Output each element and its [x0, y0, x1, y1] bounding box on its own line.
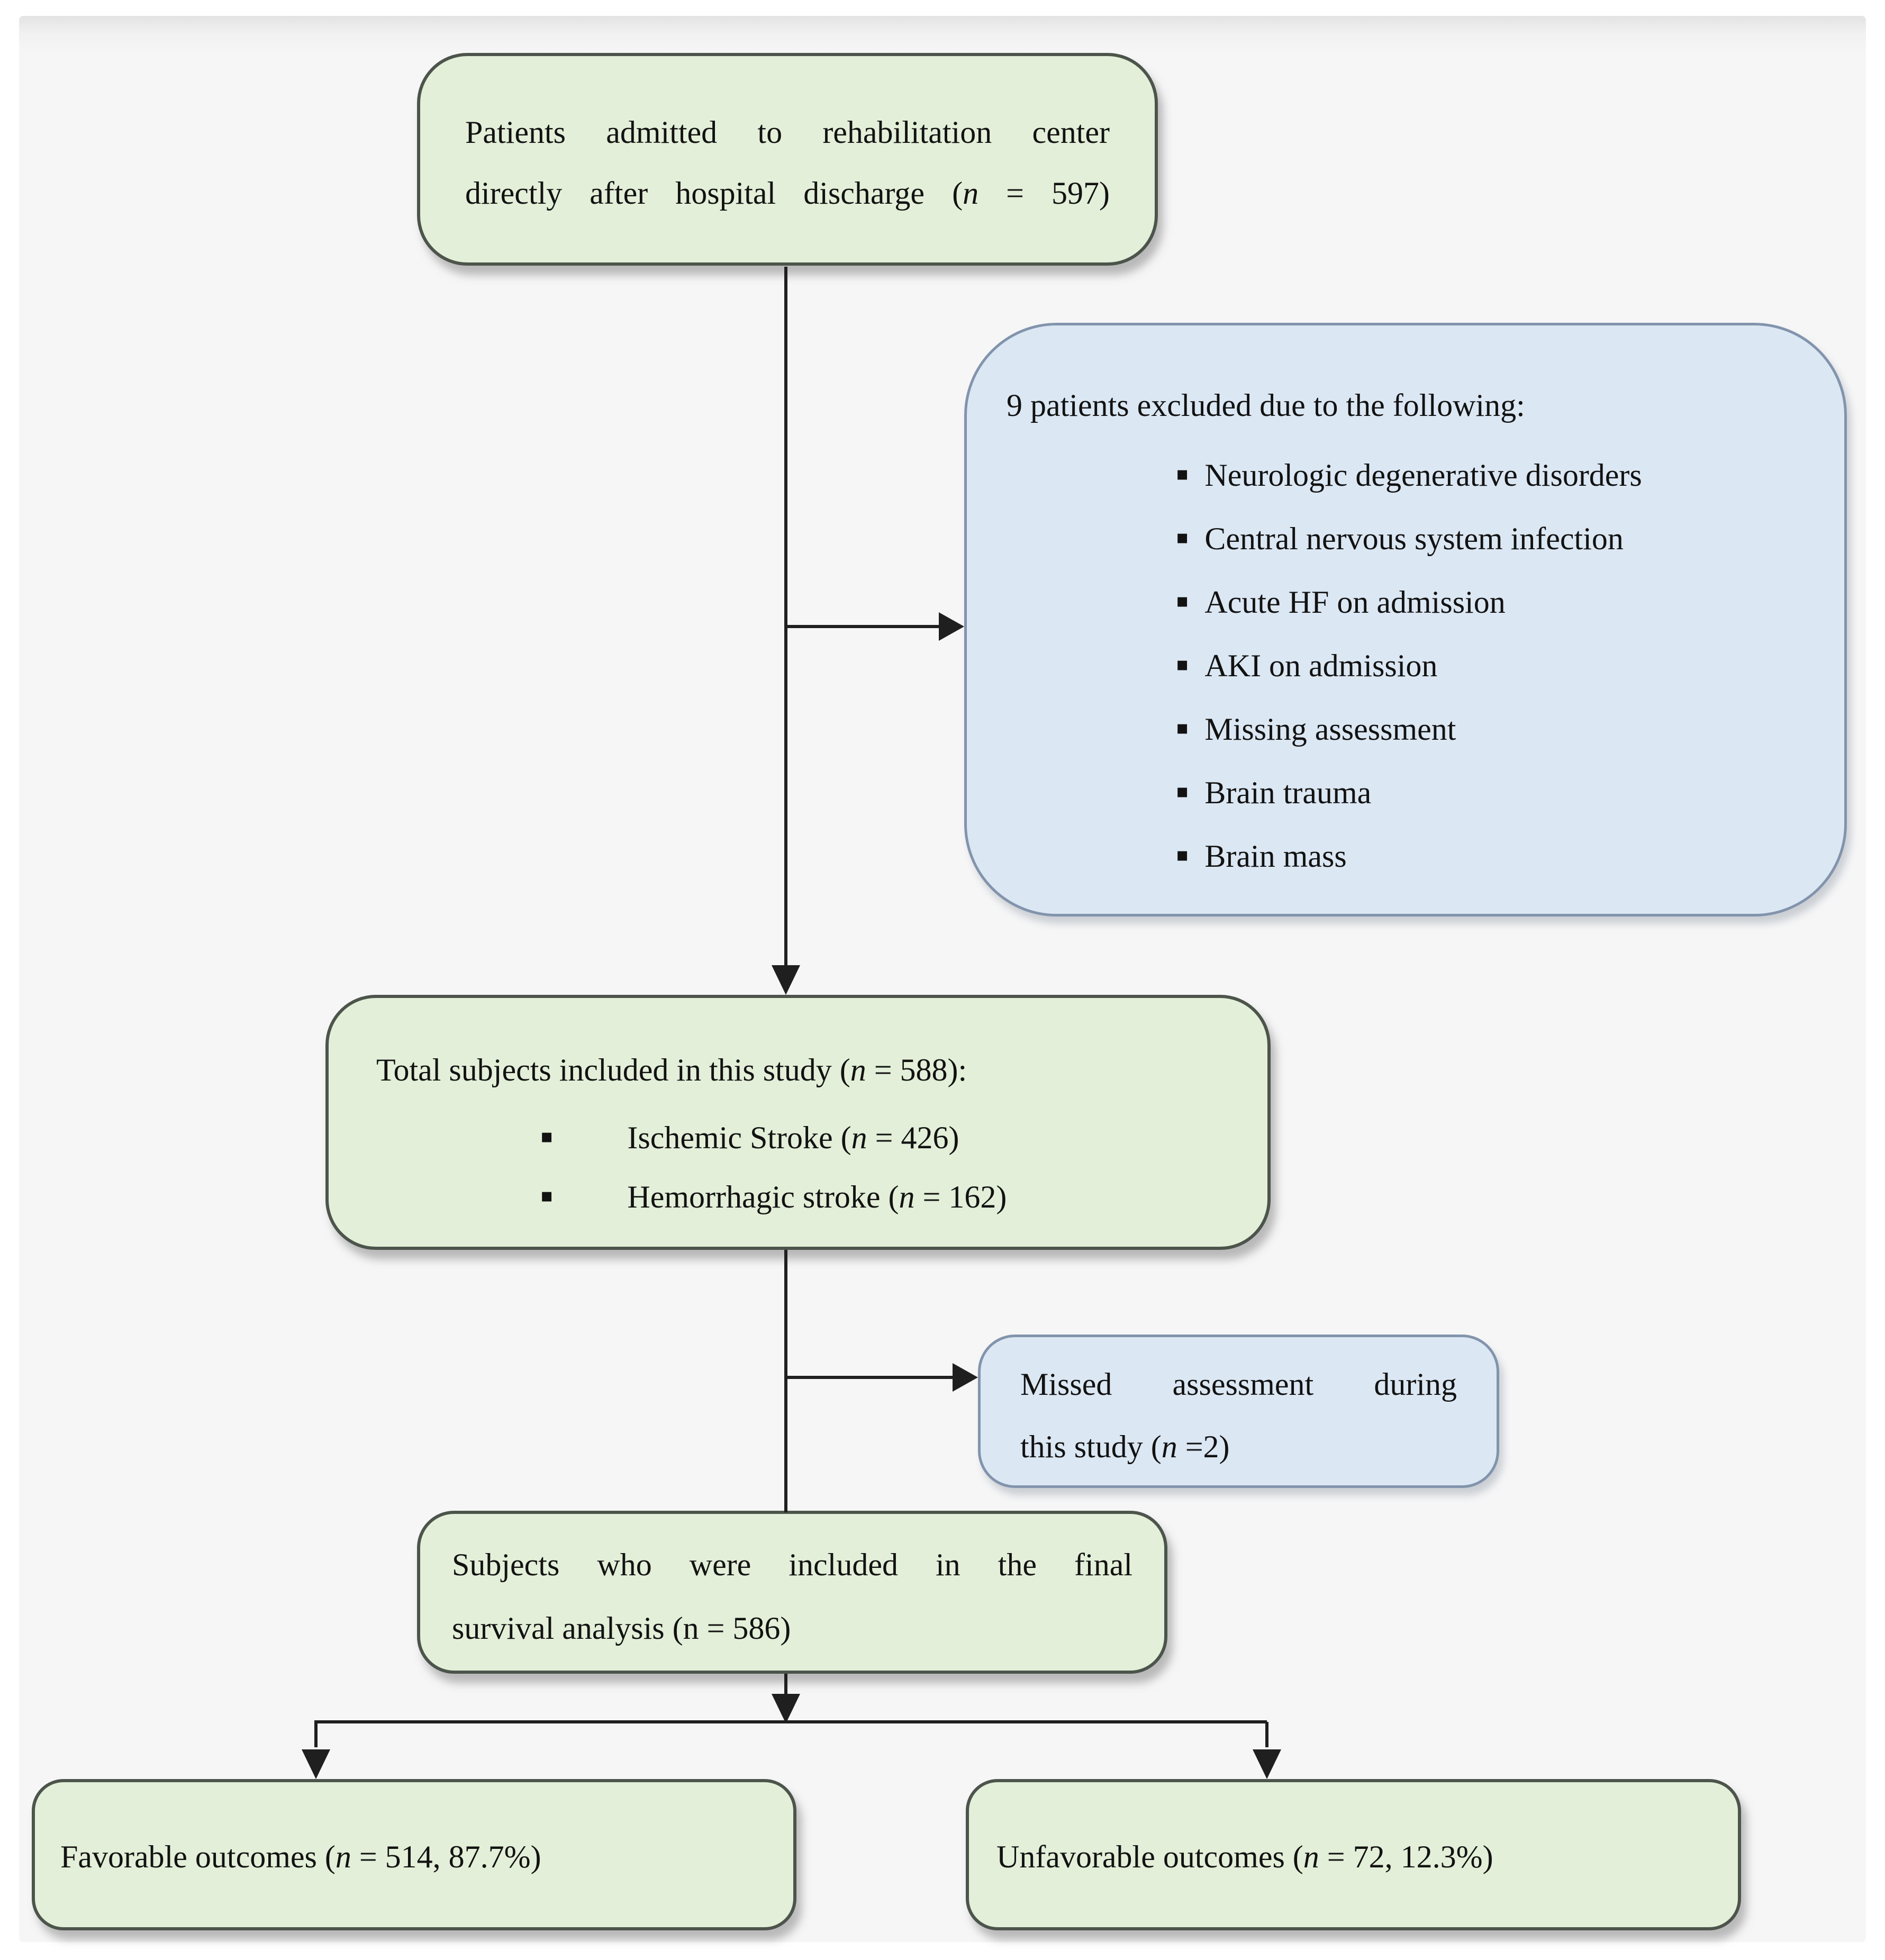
arrowhead-down-into-total-box: [772, 965, 800, 995]
missed-assessment-line2: this study (n =2): [1020, 1429, 1230, 1464]
square-bullet-icon: ▪: [1176, 590, 1189, 612]
arrowhead-down-onto-split-line: [772, 1694, 800, 1723]
total-subjects-title: Total subjects included in this study (n = 588):: [376, 1052, 967, 1087]
box-patients-admitted: [417, 53, 1158, 266]
excluded-title: 9 patients excluded due to the following:: [1007, 388, 1525, 423]
connector-branch-to-exclusions: [784, 625, 941, 628]
excluded-list: [967, 443, 1844, 888]
survival-line2: survival analysis (n = 586): [452, 1611, 791, 1646]
missed-assessment-line1: Missed assessment during: [1020, 1367, 1457, 1402]
stroke-type-item: ▪ Hemorrhagic stroke (n = 162): [540, 1179, 1007, 1214]
square-bullet-icon: ▪: [1176, 654, 1189, 676]
square-bullet-icon: ▪: [1176, 844, 1189, 866]
connector-total-to-survival: [784, 1250, 787, 1512]
stub-to-favorable: [314, 1722, 318, 1747]
box-missed-assessment: [978, 1335, 1499, 1488]
box-favorable-outcomes: [32, 1779, 796, 1930]
square-bullet-icon: ▪: [1176, 717, 1189, 739]
excluded-item: ▪ Missing assessment: [1176, 712, 1456, 747]
square-bullet-icon: ▪: [540, 1185, 554, 1207]
excluded-item: ▪ Central nervous system infection: [1176, 521, 1624, 556]
unfavorable-outcomes-label: Unfavorable outcomes (n = 72, 12.3%): [996, 1839, 1493, 1874]
arrowhead-down-into-unfavorable-box: [1253, 1749, 1281, 1779]
excluded-item: ▪ Neurologic degenerative disorders: [1176, 458, 1642, 493]
excluded-item: ▪ Brain mass: [1176, 839, 1347, 874]
excluded-item: ▪ Brain trauma: [1176, 775, 1372, 810]
stub-to-unfavorable: [1265, 1722, 1268, 1747]
square-bullet-icon: ▪: [1176, 781, 1189, 803]
connector-branch-to-missed: [784, 1376, 955, 1379]
square-bullet-icon: ▪: [1176, 527, 1189, 549]
stroke-type-item: ▪ Ischemic Stroke (n = 426): [540, 1120, 959, 1155]
box-final-survival-analysis: [417, 1511, 1167, 1674]
survival-line1: Subjects who were included in the final: [452, 1547, 1132, 1582]
box-excluded-patients: [964, 323, 1847, 917]
split-line-outcomes: [314, 1720, 1267, 1723]
favorable-outcomes-label: Favorable outcomes (n = 514, 87.7%): [60, 1839, 541, 1874]
excluded-item: ▪ AKI on admission: [1176, 648, 1438, 683]
box-patients-admitted-line1: Patients admitted to rehabilitation center: [465, 115, 1110, 150]
arrowhead-right-into-missed-box: [953, 1363, 978, 1392]
arrowhead-right-into-exclusion-box: [939, 612, 964, 641]
box-unfavorable-outcomes: [966, 1779, 1741, 1930]
square-bullet-icon: ▪: [540, 1126, 554, 1148]
excluded-item: ▪ Acute HF on admission: [1176, 585, 1506, 620]
connector-top-to-total: [784, 267, 787, 968]
square-bullet-icon: ▪: [1176, 463, 1189, 485]
box-patients-admitted-line2: directly after hospital discharge (n = 597): [465, 176, 1110, 211]
arrowhead-down-into-favorable-box: [302, 1749, 330, 1779]
total-subjects-list: [329, 1108, 1267, 1227]
box-total-subjects: [325, 995, 1271, 1250]
